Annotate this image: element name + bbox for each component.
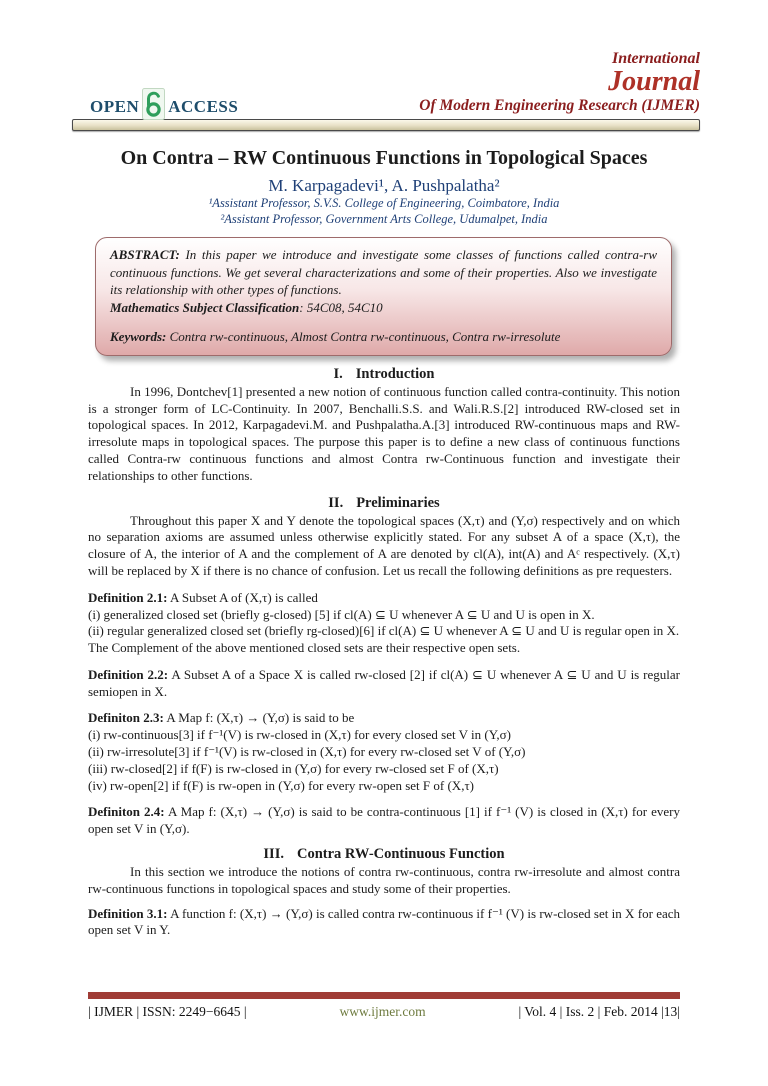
definition-head <box>88 710 680 727</box>
footer-volume-issue: | Vol. 4 | Iss. 2 | Feb. 2014 |13| <box>518 1004 680 1019</box>
definition-2-3 <box>88 710 680 794</box>
open-access-logo <box>90 88 238 125</box>
abstract-paragraph <box>110 246 657 299</box>
keywords-text: Contra rw-continuous, Almost Contra rw-continuous, Contra rw-irresolute <box>169 329 561 345</box>
affiliation-1: ¹Assistant Professor, S.V.S. College of Engineering, Coimbatore, India <box>208 196 560 211</box>
definition-label: Definition 2.2: <box>88 666 169 682</box>
footer-journal-url[interactable]: www.ijmer.com <box>339 1004 426 1019</box>
msc-label: Mathematics Subject Classification <box>110 299 300 315</box>
journal-header <box>0 0 768 114</box>
definition-head <box>88 804 680 838</box>
introduction-paragraph: In 1996, Dontchev[1] presented a new notion of continuous function called contra-continuity. This notion is a stronger form of LC-Continuity. In 2007, Benchalli.S.S. and Wali.R.S.[2] introduced RW-closed set in topological spaces. In 2012, Karpagadevi.M. and Pushpalatha.A.[3] introduced RW-continuous maps and RW-irresolute maps in topological spaces. The purpose this paper is to define a new class of continuous functions called Contra-rw continuous functions and almost Contra rw-Continuous function and investigate their relationships to other functions. <box>88 383 680 483</box>
abstract-label: ABSTRACT: <box>110 247 180 263</box>
affiliation-2: ²Assistant Professor, Government Arts College, Udumalpet, India <box>220 211 548 226</box>
definition-text: A Subset A of a Space X is called rw-closed [2] if cl(A) ⊆ U whenever A ⊆ U and U is regular semiopen in X. <box>88 666 680 699</box>
msc-value: : 54C08, 54C10 <box>299 299 383 315</box>
section-heading-contra-rw <box>0 846 768 863</box>
journal-name-line3: Of Modern Engineering Research (IJMER) <box>419 96 700 114</box>
definition-label: Definition 3.1: <box>88 905 168 921</box>
authors-line: M. Karpagadevi¹, A. Pushpalatha² <box>268 176 500 196</box>
definition-label: Definiton 2.3: <box>88 710 164 726</box>
section-title: Introduction <box>355 365 435 382</box>
page-footer <box>88 992 680 1020</box>
definition-2-1 <box>88 590 680 657</box>
paper-title: On Contra – RW Continuous Functions in Topological Spaces <box>120 147 648 170</box>
abstract-box <box>95 237 672 356</box>
keywords-label: Keywords: <box>110 329 167 345</box>
keywords-line <box>110 328 657 346</box>
definition-item: (ii) rw-irresolute[3] if f⁻¹(V) is rw-closed in (X,τ) for every rw-closed set V of (Y,σ) <box>88 744 526 760</box>
definition-text: A Map f: (X,τ) → (Y,σ) is said to be <box>166 710 355 726</box>
section-title: Preliminaries <box>356 494 440 511</box>
definition-3-1 <box>88 906 680 940</box>
contra-rw-paragraph: In this section we introduce the notions of contra rw-continuous, contra rw-irresolute and almost contra rw-continuous functions in topological spaces and study some of their properties. <box>88 864 680 896</box>
preliminaries-paragraph: Throughout this paper X and Y denote the topological spaces (X,τ) and (Y,σ) respectively and on which no separation axioms are assumed unless otherwise explicitly stated. For any subset A of a space (X,τ), the closure of A, the interior of A and the complement of A are denoted by cl(A), int(A) and Aᶜ respectively. (X,τ) will be replaced by X if there is no chance of confusion. Let us recall the following definitions as pre requesters. <box>88 512 680 578</box>
open-lock-icon <box>142 88 165 125</box>
definition-label: Definiton 2.4: <box>88 804 165 820</box>
journal-name-line1: International <box>611 50 700 67</box>
section-number: II. <box>328 494 344 511</box>
open-access-label-open: OPEN <box>90 96 140 116</box>
definition-head <box>88 906 680 940</box>
definition-item: The Complement of the above mentioned closed sets are their respective open sets. <box>88 640 521 656</box>
section-heading-preliminaries <box>0 495 768 512</box>
open-access-label-access: ACCESS <box>168 96 239 116</box>
definition-item: (iv) rw-open[2] if f(F) is rw-open in (Y,σ) for every rw-open set F of (X,τ) <box>88 777 474 793</box>
section-number: III. <box>263 846 284 863</box>
msc-line <box>110 299 657 317</box>
section-number: I. <box>333 365 343 382</box>
definition-item: (ii) regular generalized closed set (briefly rg-closed)[6] if cl(A) ⊆ U whenever A ⊆ U and U is regular open in X. <box>88 623 680 639</box>
footer-divider-bar <box>88 992 680 999</box>
definition-text: A function f: (X,τ) → (Y,σ) is called contra rw-continuous if f⁻¹ (V) is rw-closed set in X for each open set V in Y. <box>88 905 681 938</box>
definition-label: Definition 2.1: <box>88 589 168 605</box>
definition-text: A Map f: (X,τ) → (Y,σ) is said to be contra-continuous [1] if f⁻¹ (V) is closed in (X,τ) for every open set V in (Y,σ). <box>88 804 680 837</box>
definition-2-4 <box>88 804 680 838</box>
definition-head <box>88 590 680 607</box>
section-heading-introduction <box>0 366 768 383</box>
definition-2-2 <box>88 667 680 701</box>
definition-item: (i) rw-continuous[3] if f⁻¹(V) is rw-closed in (X,τ) for every closed set V in (Y,σ) <box>88 727 512 743</box>
definition-text: A Subset A of (X,τ) is called <box>170 589 318 605</box>
definition-head <box>88 667 680 701</box>
footer-row <box>88 1004 680 1020</box>
footer-issn: | IJMER | ISSN: 2249−6645 | <box>88 1004 247 1019</box>
journal-name-line2: Journal <box>608 66 700 98</box>
definition-item: (iii) rw-closed[2] if f(F) is rw-closed in (Y,σ) for every rw-closed set F of (X,τ) <box>88 760 499 776</box>
definition-item: (i) generalized closed set (briefly g-closed) [5] if cl(A) ⊆ U whenever A ⊆ U and U is open in X. <box>88 606 595 622</box>
section-title: Contra RW-Continuous Function <box>296 846 505 863</box>
abstract-text: In this paper we introduce and investigate some classes of functions called contra-rw continuous functions. We get several characterizations and some of their properties. Also we investigate its relationship with other types of functions. <box>110 247 658 298</box>
